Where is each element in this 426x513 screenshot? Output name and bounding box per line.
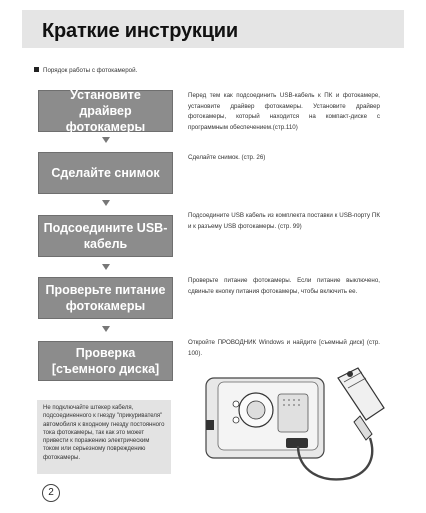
step-2-line-1: Сделайте снимок xyxy=(51,166,160,180)
page-title: Краткие инструкции xyxy=(42,20,238,42)
step-1-line-1: Установите драйвер xyxy=(70,88,141,118)
intro-bullet xyxy=(34,67,137,74)
step-connect-usb xyxy=(38,215,173,257)
step-5-line-1: Проверка xyxy=(75,346,136,360)
intro-text: Порядок работы с фотокамерой. xyxy=(43,67,138,74)
step-3-line-1: Подсоедините USB- xyxy=(43,221,168,235)
step-check-removable-disk xyxy=(38,341,173,381)
step-1-description: Перед тем как подсоединить USB-кабель к ПК и фотокамере, установите драйвер фотокамеры. Установите драйвер фотокамеры, который находится на компакт-диске с программным обеспечением.(стр.110) xyxy=(188,92,380,131)
warning-note xyxy=(37,400,171,474)
step-check-power xyxy=(38,277,173,319)
step-take-photo xyxy=(38,152,173,194)
step-4-line-2: фотокамеры xyxy=(65,299,146,313)
step-install-driver xyxy=(38,90,173,132)
arrow-down-icon xyxy=(102,200,110,206)
square-bullet-icon xyxy=(34,67,39,72)
step-3-line-2: кабель xyxy=(83,237,128,251)
step-4-description: Проверьте питание фотокамеры. Если питание выключено, сдвиньте кнопку питания фотокамеры, чтобы включить ее. xyxy=(188,277,380,295)
step-4-line-1: Проверьте питание xyxy=(45,283,166,297)
warning-note-text: Не подключайте штекер кабеля, подсоединенного к гнезду "прикуривателя" автомобиля к входному гнезду постоянного тока фотокамеры, так как это может привести к поражению электрическим током или серьезному повреждению фотокамеры. xyxy=(43,405,165,461)
arrow-down-icon xyxy=(102,264,110,270)
step-3-description: Подсоедините USB кабель из комплекта поставки к USB-порту ПК и к разъему USB фотокамеры. (стр. 99) xyxy=(188,212,380,230)
title-banner xyxy=(22,10,404,48)
step-5-description: Откройте ПРОВОДНИК Windows и найдите [съемный диск] (стр. 100). xyxy=(188,339,380,357)
camera-car-charger-illustration xyxy=(200,360,390,490)
step-1-line-2: фотокамеры xyxy=(65,120,146,134)
arrow-down-icon xyxy=(102,137,110,143)
car-charger-plug-icon xyxy=(338,368,384,440)
page-number: 2 xyxy=(42,484,60,502)
camera-icon xyxy=(206,378,324,458)
arrow-down-icon xyxy=(102,326,110,332)
step-5-line-2: [съемного диска] xyxy=(51,362,160,376)
step-2-description: Сделайте снимок. (стр. 26) xyxy=(188,154,266,161)
